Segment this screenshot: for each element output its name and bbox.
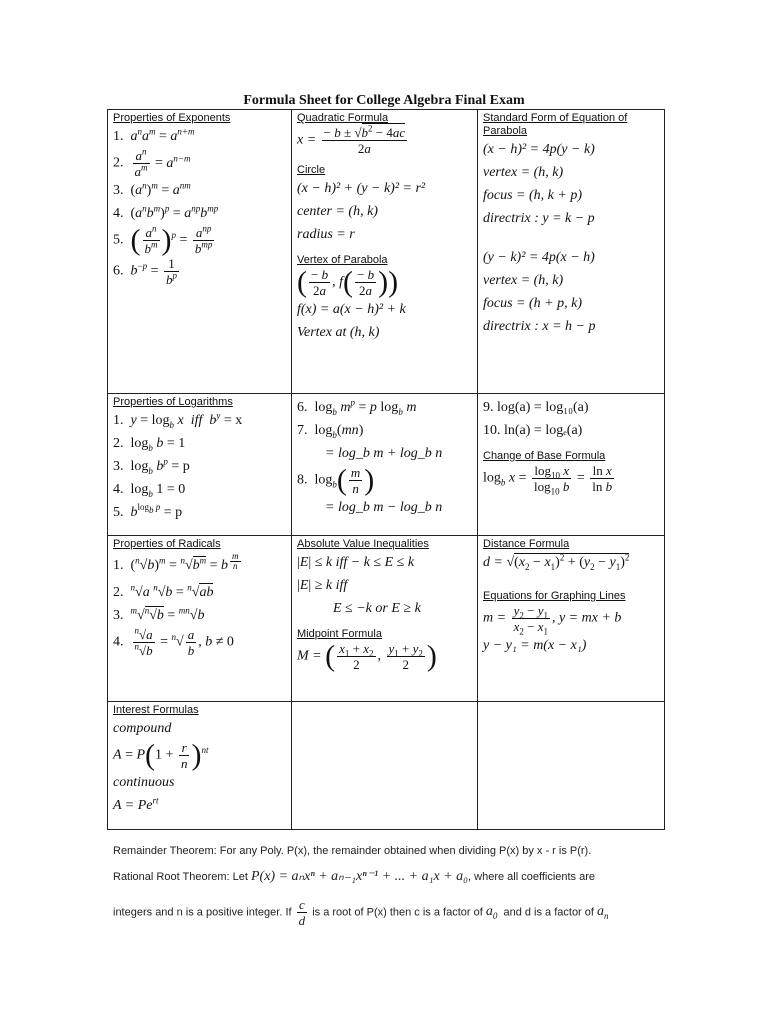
log-rule-8: 8. $\log_b$( $\frac{m}{n}$ )	[297, 463, 375, 497]
log-rule-3: 3. $\log_b b^p = p$	[113, 456, 190, 476]
parabola-cell	[478, 110, 665, 394]
footer-theorems	[113, 843, 673, 938]
log-rule-6: 6. $\log_b m^p = p$ $\log_b m$	[297, 397, 417, 417]
log-rule-9: 9. log(a) = log₁₀(a)	[483, 400, 589, 415]
parabola-vertex-1: vertex = (h, k)	[483, 165, 564, 180]
interest-compound-formula: A = P(1 + $\frac{r}{n}$ )$^{nt}$	[113, 738, 209, 772]
radical-rule-3: 3. $^m$√$^n$√b = $^{mn}$√b	[113, 605, 205, 623]
vertex-parabola-function: f(x) = a(x − h)² + k	[297, 302, 406, 317]
circle-equation: (x − h)² + (y − k)² = r²	[297, 181, 426, 196]
empty-cell-2	[478, 702, 665, 830]
formula-table	[107, 109, 665, 830]
log-rule-8-rhs: = log_b m − log_b n	[325, 500, 443, 515]
point-slope-formula: y − y₁ = m(x − x₁)	[483, 638, 587, 653]
remainder-theorem: Remainder Theorem: For any Poly. P(x), the remainder obtained when dividing P(x) by x - r is P(r).	[113, 845, 592, 857]
exponents-cell	[108, 110, 292, 394]
absolute-rule-1: |E| ≤ k iff − k ≤ E ≤ k	[297, 555, 415, 570]
log-rule-7-rhs: = log_b m + log_b n	[325, 446, 443, 461]
exponent-rule-4: 4. $(a^nb^m)^p = a^{np}b^{mp}$	[113, 203, 219, 221]
absolute-rule-2: |E| ≥ k iff	[297, 578, 348, 593]
rational-root-theorem: Rational Root Theorem: Let P(x) = aₙxⁿ + aₙ₋₁xⁿ⁻¹ + ... + a₁x + a₀, where all coefficients are	[113, 869, 596, 884]
radical-rule-1: 1. $(^n√b)^m = ^n√b^m = b$ $^{\frac{m}{n}}$	[113, 550, 239, 573]
empty-cell-1	[292, 702, 478, 830]
interest-compound-label: compound	[113, 721, 172, 736]
exponent-rule-1: 1. $a^na^m = a^{n+m}$	[113, 126, 195, 144]
midpoint-heading: Midpoint Formula	[297, 628, 382, 640]
parabola-focus-2: focus = (h + p, k)	[483, 296, 582, 311]
distance-formula: $d = √(x_2 - x_1)^2 + (y_2 - y_1)^2$	[483, 552, 630, 572]
log-rule-7: 7. $\log_b(mn)$	[297, 423, 364, 440]
vertex-parabola-heading: Vertex of Parabola	[297, 254, 388, 266]
lines-heading: Equations for Graphing Lines	[483, 590, 626, 602]
exponent-rule-6: 6. $b^{-p}$ = $\frac{1}{b^p}$	[113, 256, 177, 287]
quadratic-heading: Quadratic Formula	[297, 112, 389, 124]
absolute-cell	[292, 536, 478, 702]
circle-heading: Circle	[297, 164, 326, 176]
exponent-rule-5: 5. ( $\frac{a^n}{b^m}$ )$^p$ = $\frac{a^{np}}{b^{mp}}$	[113, 223, 213, 257]
log-rule-1: 1. $y = \log_b x$ iff $b^y = x$	[113, 410, 243, 430]
distance-cell	[478, 536, 665, 702]
radical-rule-2: 2. $^n$√a $^n$√b = $^n$√ab	[113, 582, 214, 600]
slope-formula: m = $\frac{y_2 - y_1}{x_2 - x_1}$ , y = mx + b	[483, 603, 622, 637]
parabola-vertex-2: vertex = (h, k)	[483, 273, 564, 288]
exponent-rule-3: 3. $(a^n)^m = a^{nm}$	[113, 180, 191, 198]
interest-cell	[108, 702, 292, 830]
circle-center: center = (h, k)	[297, 204, 378, 219]
interest-continuous-label: continuous	[113, 775, 175, 790]
log-rule-4: 4. $\log_b 1 = 0$	[113, 482, 186, 499]
quadratic-cell	[292, 110, 478, 394]
parabola-directrix-1: directrix : y = k − p	[483, 211, 595, 226]
log-rule-5: 5. $b^{log_b p} = p$	[113, 502, 183, 520]
radical-rule-4: 4. $\frac{^n√a}{^n√b}$ = $^n$√ $\frac{a}{b}$ , b ≠ 0	[113, 625, 234, 658]
midpoint-formula: M = ( $\frac{x_1 + x_2}{2}$ , $\frac{y_1 + y_2}{2}$ )	[297, 639, 437, 673]
parabola-focus-1: focus = (h, k + p)	[483, 188, 582, 203]
page-title: Formula Sheet for College Algebra Final Exam	[243, 93, 525, 108]
logarithms-heading: Properties of Logarithms	[113, 396, 233, 408]
quadratic-formula: x = $\frac{- b \pm √b^2 - 4ac}{2a}$	[297, 123, 406, 156]
logs-more-cell	[292, 394, 478, 536]
exponents-heading: Properties of Exponents	[113, 112, 231, 124]
change-of-base-heading: Change of Base Formula	[483, 450, 606, 462]
interest-heading: Interest Formulas	[113, 704, 199, 716]
log-rule-2: 2. $\log_b b = 1$	[113, 436, 186, 453]
parabola-directrix-2: directrix : x = h − p	[483, 319, 596, 334]
parabola-heading: Standard Form of Equation of Parabola	[483, 112, 628, 137]
circle-radius: radius = r	[297, 227, 355, 242]
log-rule-10: 10. ln(a) = logₑ(a)	[483, 423, 583, 438]
logs-base-cell	[478, 394, 665, 536]
radicals-cell	[108, 536, 292, 702]
vertex-parabola-vertex: Vertex at (h, k)	[297, 325, 380, 340]
vertex-parabola-point: ( $\frac{- b}{2a}$ , f( $\frac{- b}{2a}$ ))	[297, 265, 399, 299]
absolute-heading: Absolute Value Inequalities	[297, 538, 429, 550]
interest-continuous-formula: $A = Pe^{rt}$	[113, 795, 159, 813]
exponent-rule-2: 2. $\frac{a^n}{a^m}$ = $a^{n-m}$	[113, 146, 191, 179]
distance-heading: Distance Formula	[483, 538, 570, 550]
rational-root-conditions: integers and n is a positive integer. If $\frac{c}{d}$ is a root of P(x) then c is a factor of $a_0$ and d is a factor of $a_n$	[113, 897, 609, 928]
parabola-eq-2: (y − k)² = 4p(x − h)	[483, 250, 595, 265]
absolute-rule-3: E ≤ −k or E ≥ k	[333, 601, 421, 616]
radicals-heading: Properties of Radicals	[113, 538, 221, 550]
logarithms-cell	[108, 394, 292, 536]
change-of-base-formula: $\log_b x$ = $\frac{\log_{10} x}{\log_{10} b}$ = $\frac{\text{ln x}}{\text{ln b}}$	[483, 463, 613, 497]
parabola-eq-1: (x − h)² = 4p(y − k)	[483, 142, 595, 157]
